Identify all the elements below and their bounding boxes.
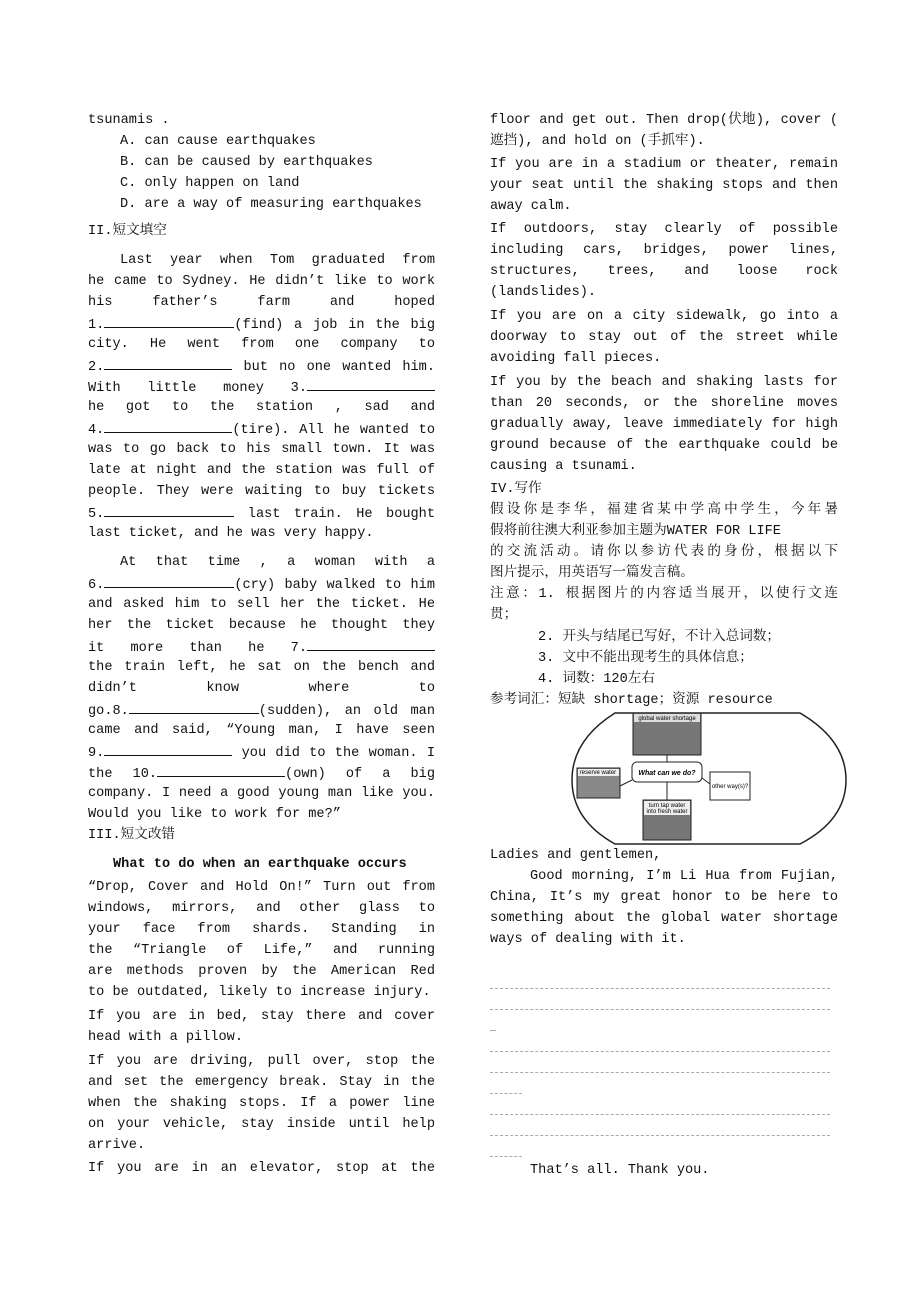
- text-line: 图片提示，用英语写一篇发言稿。: [490, 566, 694, 581]
- text-line: the train left, he sat on the bench and: [88, 660, 435, 675]
- answer-line[interactable]: [490, 1093, 522, 1094]
- text-line: 假设你是李华，福建省某中学高中学生，今年暑: [490, 503, 838, 518]
- line-text: 4.: [88, 423, 105, 438]
- text-line: [88, 699, 435, 720]
- fill-in-blank[interactable]: [104, 418, 232, 433]
- text-line: At that time , a woman with a: [120, 555, 435, 570]
- text-line: [88, 376, 435, 397]
- text-line: “Drop, Cover and Hold On!” Turn out from: [88, 880, 435, 895]
- text-line: on your vehicle, stay inside until help: [88, 1117, 435, 1132]
- line-text: (cry) baby walked to him: [234, 578, 435, 593]
- line-text: 2.: [88, 360, 105, 375]
- text-line: [88, 418, 435, 439]
- text-line: head with a pillow.: [88, 1030, 243, 1045]
- text-line: last ticket, and he was very happy.: [88, 526, 374, 541]
- text-line: Good morning, I’m Li Hua from Fujian,: [530, 869, 838, 884]
- svg-text:reserve water: reserve water: [579, 770, 617, 776]
- line-text: (find) a job in the big: [234, 318, 435, 333]
- line-text: 1.: [88, 318, 105, 333]
- line-text: it more than he 7.: [88, 641, 307, 656]
- answer-line[interactable]: [490, 1135, 830, 1136]
- text-line: II.短文填空: [88, 224, 167, 239]
- text-line: [88, 502, 435, 523]
- text-line: 参考词汇：短缺 shortage；资源 resource: [490, 693, 773, 708]
- line-text: go.8.: [88, 704, 129, 719]
- text-line: ground because of the earthquake could be: [490, 438, 838, 453]
- text-line: came and said, “Young man, I have seen: [88, 723, 435, 738]
- text-line: If you are on a city sidewalk, go into a: [490, 309, 838, 324]
- text-line: your seat until the shaking stops and then: [490, 178, 838, 193]
- text-line: city. He went from one company to: [88, 337, 435, 352]
- text-line: when the shaking stops. If a power line: [88, 1096, 435, 1111]
- text-line: B. can be caused by earthquakes: [120, 155, 373, 170]
- text-line: 注意：1. 根据图片的内容适当展开，以使行文连: [490, 587, 838, 602]
- svg-text:into fresh water: into fresh water: [646, 809, 688, 815]
- text-line: including cars, bridges, power lines,: [490, 243, 838, 258]
- line-text: you did to the woman. I: [241, 746, 435, 761]
- text-line: What to do when an earthquake occurs: [113, 857, 407, 872]
- text-line: ways of dealing with it.: [490, 932, 686, 947]
- text-line: causing a tsunami.: [490, 459, 637, 474]
- text-line: 4. 词数：120左右: [538, 672, 655, 687]
- text-line: 假将前往澳大利亚参加主题为WATER FOR LIFE: [490, 524, 781, 539]
- answer-line[interactable]: [490, 988, 830, 989]
- text-line: tsunamis .: [88, 113, 170, 128]
- text-line: 3. 文中不能出现考生的具体信息；: [538, 651, 753, 666]
- line-text: With little money 3.: [88, 381, 307, 396]
- text-line: (landslides).: [490, 285, 597, 300]
- text-line: late at night and the station was full of: [88, 463, 435, 478]
- text-line: structures, trees, and loose rock: [490, 264, 838, 279]
- text-line: IV.写作: [490, 482, 542, 497]
- diagram-top-label: global water shortage: [638, 716, 696, 722]
- text-line: he got to the station , sad and: [88, 400, 435, 415]
- text-line: gradually away, leave immediately for high: [490, 417, 838, 432]
- text-line: avoiding fall pieces.: [490, 351, 662, 366]
- text-line: D. are a way of measuring earthquakes: [120, 197, 422, 212]
- text-line: windows, mirrors, and other glass to: [88, 901, 435, 916]
- text-line: [88, 573, 435, 594]
- text-line: If outdoors, stay clearly of possible: [490, 222, 838, 237]
- text-line: 的交流活动。请你以参访代表的身份，根据以下: [490, 545, 838, 560]
- line-text: last train. He bought: [247, 507, 435, 522]
- line-text: (own) of a big: [285, 767, 435, 782]
- line-text: 9.: [88, 746, 105, 761]
- answer-line[interactable]: [490, 1051, 830, 1052]
- text-line: If you by the beach and shaking lasts for: [490, 375, 838, 390]
- line-text: the 10.: [88, 767, 158, 782]
- line-text: 5.: [88, 507, 105, 522]
- text-line: If you are in a stadium or theater, remain: [490, 157, 838, 172]
- text-line: 遮挡), and hold on (手抓牢).: [490, 134, 705, 149]
- text-line: That’s all. Thank you.: [530, 1163, 710, 1178]
- text-line: floor and get out. Then drop(伏地), cover (: [490, 113, 838, 128]
- fill-in-blank[interactable]: [157, 762, 285, 777]
- text-line: the “Triangle of Life,” and running: [88, 943, 435, 958]
- diagram-top-picture: [633, 713, 701, 755]
- text-line: [88, 762, 435, 783]
- text-line: and set the emergency break. Stay in the: [88, 1075, 435, 1090]
- fill-in-blank[interactable]: [307, 376, 435, 391]
- text-line: than 20 seconds, or the shoreline moves: [490, 396, 838, 411]
- answer-line[interactable]: [490, 1114, 830, 1115]
- text-line: If you are in an elevator, stop at the: [88, 1161, 435, 1176]
- text-line: C. only happen on land: [120, 176, 300, 191]
- text-line: and asked him to sell her the ticket. He: [88, 597, 435, 612]
- line-text: but no one wanted him.: [232, 360, 435, 375]
- fill-in-blank[interactable]: [129, 699, 259, 714]
- writing-prompt-diagram: [570, 710, 850, 848]
- fill-in-blank[interactable]: [104, 741, 232, 756]
- text-line: people. They were waiting to buy tickets: [88, 484, 435, 499]
- text-line: something about the global water shortage: [490, 911, 838, 926]
- text-line: didn’t know where to: [88, 681, 435, 696]
- text-line: III.短文改错: [88, 828, 176, 843]
- diagram-center-box: [632, 762, 702, 782]
- text-line: company. I need a good young man like you.: [88, 786, 435, 801]
- diagram-left-picture: [577, 768, 620, 798]
- diagram-bottom-picture: [643, 800, 691, 840]
- svg-text:What can we do?: What can we do?: [638, 770, 696, 777]
- svg-text:other way(s)?: other way(s)?: [711, 784, 749, 790]
- text-line: China, It’s my great honor to be here to: [490, 890, 838, 905]
- text-line: 贯；: [490, 608, 518, 623]
- text-line: [88, 636, 435, 657]
- text-line: [88, 741, 435, 762]
- line-text: 6.: [88, 578, 105, 593]
- text-line: was to go back to his small town. It was: [88, 442, 435, 457]
- text-line: doorway to stay out of the street while: [490, 330, 838, 345]
- text-line: he came to Sydney. He didn’t like to work: [88, 274, 435, 289]
- svg-text:turn tap water: turn tap water: [648, 803, 686, 809]
- diagram-right-box: [710, 772, 750, 800]
- text-line: [88, 313, 435, 334]
- fill-in-blank[interactable]: [104, 355, 232, 370]
- fill-in-blank[interactable]: [307, 636, 435, 651]
- text-line: away calm.: [490, 199, 572, 214]
- text-line: Ladies and gentlemen,: [490, 848, 662, 863]
- text-line: Last year when Tom graduated from: [120, 253, 435, 268]
- answer-line[interactable]: [490, 1009, 830, 1010]
- text-line: his father’s farm and hoped: [88, 295, 435, 310]
- fill-in-blank[interactable]: [104, 313, 234, 328]
- text-line: Would you like to work for me?”: [88, 807, 341, 822]
- answer-line[interactable]: [490, 1156, 522, 1157]
- fill-in-blank[interactable]: [104, 502, 234, 517]
- text-line: her the ticket because he thought they: [88, 618, 435, 633]
- text-line: [88, 355, 435, 376]
- fill-in-blank[interactable]: [104, 573, 234, 588]
- answer-line[interactable]: [490, 1030, 496, 1031]
- text-line: arrive.: [88, 1138, 146, 1153]
- line-text: (sudden), an old man: [258, 704, 435, 719]
- text-line: If you are driving, pull over, stop the: [88, 1054, 435, 1069]
- text-line: to be outdated, likely to increase injury.: [88, 985, 431, 1000]
- line-text: (tire). All he wanted to: [232, 423, 435, 438]
- answer-line[interactable]: [490, 1072, 830, 1073]
- text-line: If you are in bed, stay there and cover: [88, 1009, 435, 1024]
- text-line: are methods proven by the American Red: [88, 964, 435, 979]
- text-line: 2. 开头与结尾已写好，不计入总词数；: [538, 630, 780, 645]
- text-line: your face from shards. Standing in: [88, 922, 435, 937]
- text-line: A. can cause earthquakes: [120, 134, 316, 149]
